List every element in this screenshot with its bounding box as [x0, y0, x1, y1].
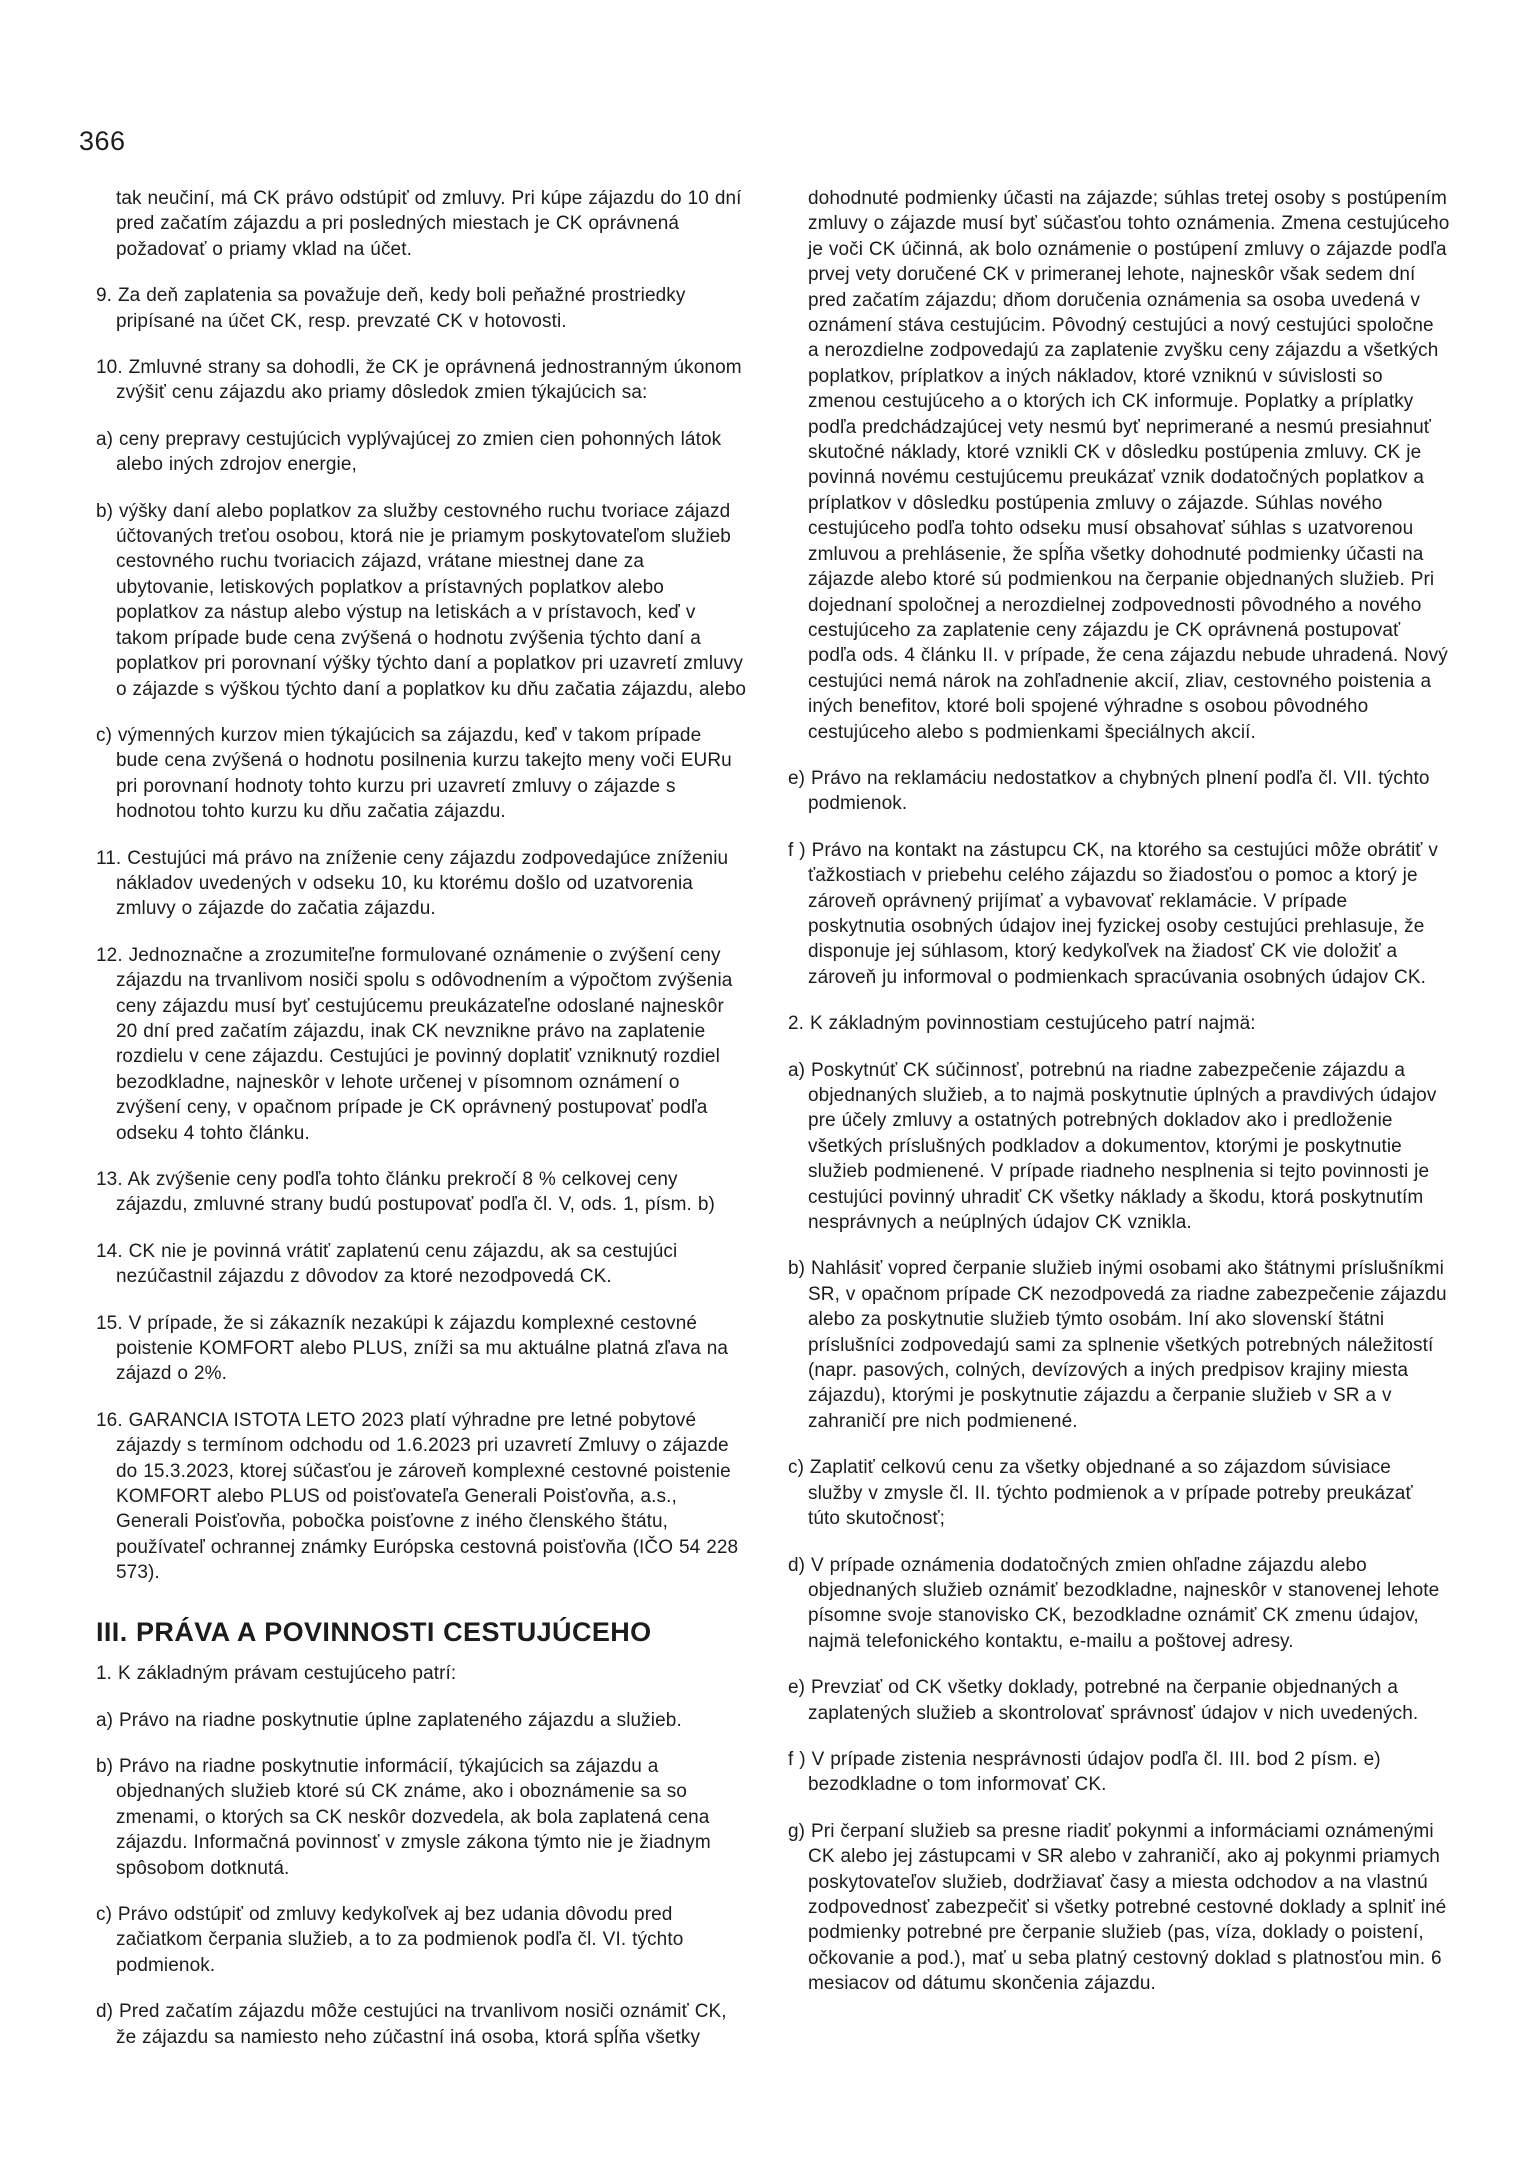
list-item: [96, 499, 748, 702]
item-text: Pri čerpaní služieb sa presne riadiť pokynmi a informáciami oznámenými CK alebo jej zástupcami v SR alebo v zahraničí, ako aj pokynmi priamych poskytovateľov služieb, dodržiavať časy a miesta odchodov a na vlastnú zodpovednosť zabezpečiť si všetky potrebné cestovné doklady a splniť iné podmienky potrebné pre čerpanie služieb (pas, víza, doklady o poistení, očkovanie a pod.), mať u seba platný cestovný doklad s platnosťou min. 6 mesiacov od dátumu skončenia zájazdu.: [808, 1820, 1447, 1995]
list-item: [788, 1011, 1450, 1036]
item-marker: e): [788, 1677, 806, 1699]
list-item: [96, 1661, 748, 1686]
item-marker: c): [788, 1457, 805, 1479]
list-item: [96, 846, 748, 922]
list-item: [96, 1311, 748, 1387]
item-text: výmenných kurzov mien týkajúcich sa zájazdu, keď v takom prípade bude cena zvýšená o hodnotu posilnenia kurzu takejto meny voči EURu pri porovnaní hodnoty tohto kurzu pri uzavretí zmluvy o zájazde s hodnotou tohto kurzu ku dňu začatia zájazdu.: [116, 724, 732, 823]
list-item: [96, 1408, 748, 1586]
list-item: [788, 1058, 1450, 1236]
list-item: [96, 1902, 748, 1978]
list-item: [96, 1999, 748, 2050]
item-marker: a): [788, 1059, 806, 1081]
list-item: [788, 838, 1450, 990]
item-text: Právo na riadne poskytnutie informácií, týkajúcich sa zájazdu a objednaných služieb ktoré sú CK známe, ako i oboznámenie sa so zmenami, o ktorých sa CK neskôr dozvedela, ak bola zaplatená cena zájazdu. Informačná povinnosť v zmysle zákona týmto nie je žiadnym spôsobom dotknutá.: [116, 1755, 711, 1879]
item-marker: c): [96, 724, 113, 746]
page-number: 366: [79, 126, 126, 156]
item-text: ceny prepravy cestujúcich vyplývajúcej zo zmien cien pohonných látok alebo iných zdrojov energie,: [116, 428, 722, 476]
list-item: [96, 1239, 748, 1290]
list-item: [96, 355, 748, 406]
item-marker: f ): [788, 839, 806, 861]
item-text: V prípade oznámenia dodatočných zmien ohľadne zájazdu alebo objednaných služieb oznámiť bezodkladne, najneskôr v stanovenej lehote písomne svoje stanovisko CK, bezodkladne oznámiť CK zmenu údajov, najmä telefonického kontaktu, e-mailu a poštovej adresy.: [808, 1554, 1440, 1652]
item-text: Právo na kontakt na zástupcu CK, na ktorého sa cestujúci môže obrátiť v ťažkostiach v priebehu celého zájazdu so žiadosťou o pomoc a ktorý je zároveň oprávnený prijímať a vybavovať reklamácie. V prípade poskytnutia osobných údajov inej fyzickej osoby cestujúci prehlasuje, že disponuje jej súhlasom, ktorý kedykoľvek na žiadosť CK vie doložiť a zároveň ju informoval o podmienkach spracúvania osobných údajov CK.: [808, 839, 1439, 988]
paragraph: [788, 186, 1450, 745]
item-marker: d): [788, 1554, 806, 1576]
item-text: Právo odstúpiť od zmluvy kedykoľvek aj bez udania dôvodu pred začiatkom čerpania služieb, a to za podmienok podľa čl. VI. týchto podmienok.: [116, 1903, 684, 1976]
item-text: Pred začatím zájazdu môže cestujúci na trvanlivom nosiči oznámiť CK, že zájazdu sa namiesto neho zúčastní iná osoba, ktorá spĺňa všetky: [116, 2001, 727, 2048]
section-heading: [96, 1616, 748, 1647]
item-text: Nahlásiť vopred čerpanie služieb inými osobami ako štátnymi príslušníkmi SR, v opačnom prípade CK nezodpovedá za riadne zabezpečenie zájazdu alebo za poskytnutie služieb týmto osobám. Iní ako slovenskí štátni príslušníci zodpovedajú sami za splnenie všetkých potrebných náležitostí (napr. pasových, colných, devízových a iných predpisov krajiny miesta zájazdu), ktorými je poskytnutie zájazdu a čerpanie služieb v SR a v zahraničí pre nich podmienené.: [808, 1258, 1447, 1432]
item-marker: 2.: [788, 1013, 805, 1035]
list-item: [96, 283, 748, 334]
list-item: [788, 1747, 1450, 1798]
item-text: Zmluvné strany sa dohodli, že CK je oprávnená jednostranným úkonom zvýšiť cenu zájazdu ako priamy dôsledok zmien týkajúcich sa:: [116, 357, 742, 404]
item-marker: b): [96, 500, 114, 522]
item-text: CK nie je povinná vrátiť zaplatenú cenu zájazdu, ak sa cestujúci nezúčastnil zájazdu z dôvodov za ktoré nezodpovedá CK.: [116, 1240, 678, 1288]
list-item: [788, 1675, 1450, 1726]
item-marker: 10.: [96, 357, 123, 379]
left-column: [96, 186, 748, 2071]
item-text: Poskytnúť CK súčinnosť, potrebnú na riadne zabezpečenie zájazdu a objednaných služieb, a to najmä poskytnutie úplných a pravdivých údajov pre účely zmluvy a ostatných potrebných dokladov ako i predloženie všetkých príslušných podkladov a dokumentov, ktorými je poskytnutie služieb podmienené. V prípade riadneho nesplnenia si tejto povinnosti je cestujúci povinný uhradiť CK všetky náklady a škodu, ktorá poskytnutím nesprávnych a neúplných údajov CK vznikla.: [808, 1059, 1437, 1234]
item-marker: g): [788, 1820, 806, 1842]
item-marker: f ): [788, 1748, 806, 1770]
item-text: Za deň zaplatenia sa považuje deň, kedy boli peňažné prostriedky pripísané na účet CK, resp. prevzaté CK v hotovosti.: [116, 285, 686, 332]
item-marker: 13.: [96, 1169, 123, 1190]
item-text: GARANCIA ISTOTA LETO 2023 platí výhradne pre letné pobytové zájazdy s termínom odchodu od 1.6.2023 pri uzavretí Zmluvy o zájazde do 15.3.2023, ktorej súčasťou je zároveň komplexné cestovné poistenie KOMFORT alebo PLUS od poisťovateľa Generali Poisťovňa, a.s., Generali Poisťovňa, pobočka poisťovne z iného členského štátu, používateľ ochrannej známky Európska cestovná poisťovňa (IČO 54 228 573).: [116, 1409, 739, 1584]
list-item: [96, 723, 748, 825]
item-marker: c): [96, 1903, 113, 1925]
item-text: Právo na reklamáciu nedostatkov a chybných plnení podľa čl. VII. týchto podmienok.: [808, 767, 1430, 815]
item-marker: b): [96, 1755, 114, 1777]
item-text: Právo na riadne poskytnutie úplne zaplateného zájazdu a služieb.: [119, 1709, 682, 1731]
item-marker: 12.: [96, 944, 123, 966]
item-marker: 9.: [96, 285, 113, 307]
item-marker: 11.: [96, 847, 122, 869]
item-text: K základným právam cestujúceho patrí:: [117, 1663, 457, 1685]
item-text: V prípade, že si zákazník nezakúpi k zájazdu komplexné cestovné poistenie KOMFORT alebo PLUS, zníži sa mu aktuálne platná zľava na zájazd o 2%.: [116, 1312, 729, 1385]
item-marker: 15.: [96, 1312, 123, 1334]
item-text: tak neučiní, má CK právo odstúpiť od zmluvy. Pri kúpe zájazdu do 10 dní pred začatím zájazdu a pri posledných miestach je CK oprávnená požadovať o priamy vklad na účet.: [116, 188, 742, 260]
list-item: [96, 1167, 748, 1218]
item-marker: 14.: [96, 1240, 123, 1262]
item-text: K základným povinnostiam cestujúceho patrí najmä:: [809, 1013, 1256, 1035]
item-text: Cestujúci má právo na zníženie ceny zájazdu zodpovedajúce zníženiu nákladov uvedených v odseku 10, ku ktorému došlo od uzatvorenia zmluvy o zájazde do začatia zájazdu.: [116, 847, 729, 920]
list-item: [96, 943, 748, 1146]
list-item: [96, 1708, 748, 1733]
list-item: [788, 1553, 1450, 1655]
item-text: Zaplatiť celkovú cenu za všetky objednané a so zájazdom súvisiace služby v zmysle čl. II. týchto podmienok a v prípade potreby preukázať túto skutočnosť;: [808, 1457, 1413, 1530]
item-marker: a): [96, 428, 114, 450]
item-text: Ak zvýšenie ceny podľa tohto článku prekročí 8 % celkovej ceny zájazdu, zmluvné strany budú postupovať podľa čl. V, ods. 1, písm. b): [116, 1169, 715, 1216]
list-item: [788, 1819, 1450, 1997]
list-item: [788, 766, 1450, 817]
item-text: V prípade zistenia nesprávnosti údajov podľa čl. III. bod 2 písm. e) bezodkladne o tom informovať CK.: [808, 1748, 1381, 1796]
item-marker: 1.: [96, 1663, 113, 1685]
item-marker: a): [96, 1709, 114, 1731]
section-heading-text: III. PRÁVA A POVINNOSTI CESTUJÚCEHO: [96, 1616, 652, 1647]
item-marker: e): [788, 767, 806, 789]
item-marker: b): [788, 1258, 806, 1280]
item-text: Prevziať od CK všetky doklady, potrebné na čerpanie objednaných a zaplatených služieb a skontrolovať správnosť údajov v nich uvedených.: [808, 1677, 1419, 1724]
item-marker: d): [96, 2001, 114, 2023]
item-text: výšky daní alebo poplatkov za služby cestovného ruchu tvoriace zájazd účtovaných treťou osobou, ktorá nie je priamym poskytovateľom služieb cestovného ruchu tvoriacich zájazd, vrátane miestnej dane za ubytovanie, letiskových poplatkov a prístavných poplatkov alebo poplatkov za nástup alebo výstup na letiskách a v prístavoch, keď v takom prípade bude cena zvýšená o hodnotu zvýšenia týchto daní a poplatkov pri porovnaní výšky týchto daní a poplatkov pri uzavretí zmluvy o zájazde s výškou týchto daní a poplatkov ku dňu začatia zájazdu, alebo: [116, 500, 747, 700]
right-column: [788, 186, 1450, 2018]
list-item: [788, 1455, 1450, 1531]
list-item: [96, 1754, 748, 1881]
item-marker: 16.: [96, 1409, 123, 1431]
item-text: Jednoznačne a zrozumiteľne formulované oznámenie o zvýšení ceny zájazdu na trvanlivom nosiči spolu s odôvodnením a výpočtom zvýšenia ceny zájazdu musí byť cestujúcemu preukázateľne odoslané najneskôr 20 dní pred začatím zájazdu, inak CK nevznikne právo na zaplatenie rozdielu v cene zájazdu. Cestujúci je povinný doplatiť vzniknutý rozdiel bezodkladne, najneskôr v lehote určenej v písomnom oznámení o zvýšení ceny, v opačnom prípade je CK oprávnený postupovať podľa odseku 4 tohto článku.: [116, 944, 733, 1144]
list-item: [96, 427, 748, 478]
list-item: [788, 1256, 1450, 1434]
paragraph: [96, 186, 748, 262]
item-text: dohodnuté podmienky účasti na zájazde; súhlas tretej osoby s postúpením zmluvy o zájazde musí byť súčasťou tohto oznámenia. Zmena cestujúceho je voči CK účinná, ak bolo oznámenie o postúpení zmluvy o zájazde podľa prvej vety doručené CK v primeranej lehote, najneskôr však sedem dní pred začatím zájazdu; dňom doručenia oznámenia sa osoba uvedená v oznámení stáva cestujúcim. Pôvodný cestujúci a nový cestujúci spoločne a nerozdielne zodpovedajú za zaplatenie zvyšku ceny zájazdu a všetkých poplatkov, príplatkov a iných nákladov, ktoré vzniknú v súvislosti so zmenou cestujúceho a o ktorých ich CK informuje. Poplatky a príplatky podľa predchádzajúcej vety nesmú byť neprimerané a nesmú presiahnuť skutočné náklady, ktoré vznikli CK v dôsledku postúpenia zmluvy. CK je povinná novému cestujúcemu preukázať vznik dodatočných poplatkov a príplatkov v dôsledku postúpenia zmluvy o zájazde. Súhlas nového cestujúceho podľa tohto odseku musí obsahovať súhlas s uzatvorenou zmluvou a prehlásenie, že spĺňa všetky dohodnuté podmienky účasti na zájazde alebo ktoré sú podmienkou na čerpanie objednaných služieb. Pri dojednaní spoločnej a nerozdielnej zodpovednosti pôvodného a nového cestujúceho za zaplatenie ceny zájazdu je CK oprávnená postupovať podľa ods. 4 článku II. v prípade, že cena zájazdu nebude uhradená. Nový cestujúci nemá nárok na zohľadnenie akcií, zliav, cestovného poistenia a iných benefitov, ktoré boli spojené výhradne s osobou pôvodného cestujúceho alebo s podmienkami špeciálnych akcií.: [808, 188, 1450, 743]
